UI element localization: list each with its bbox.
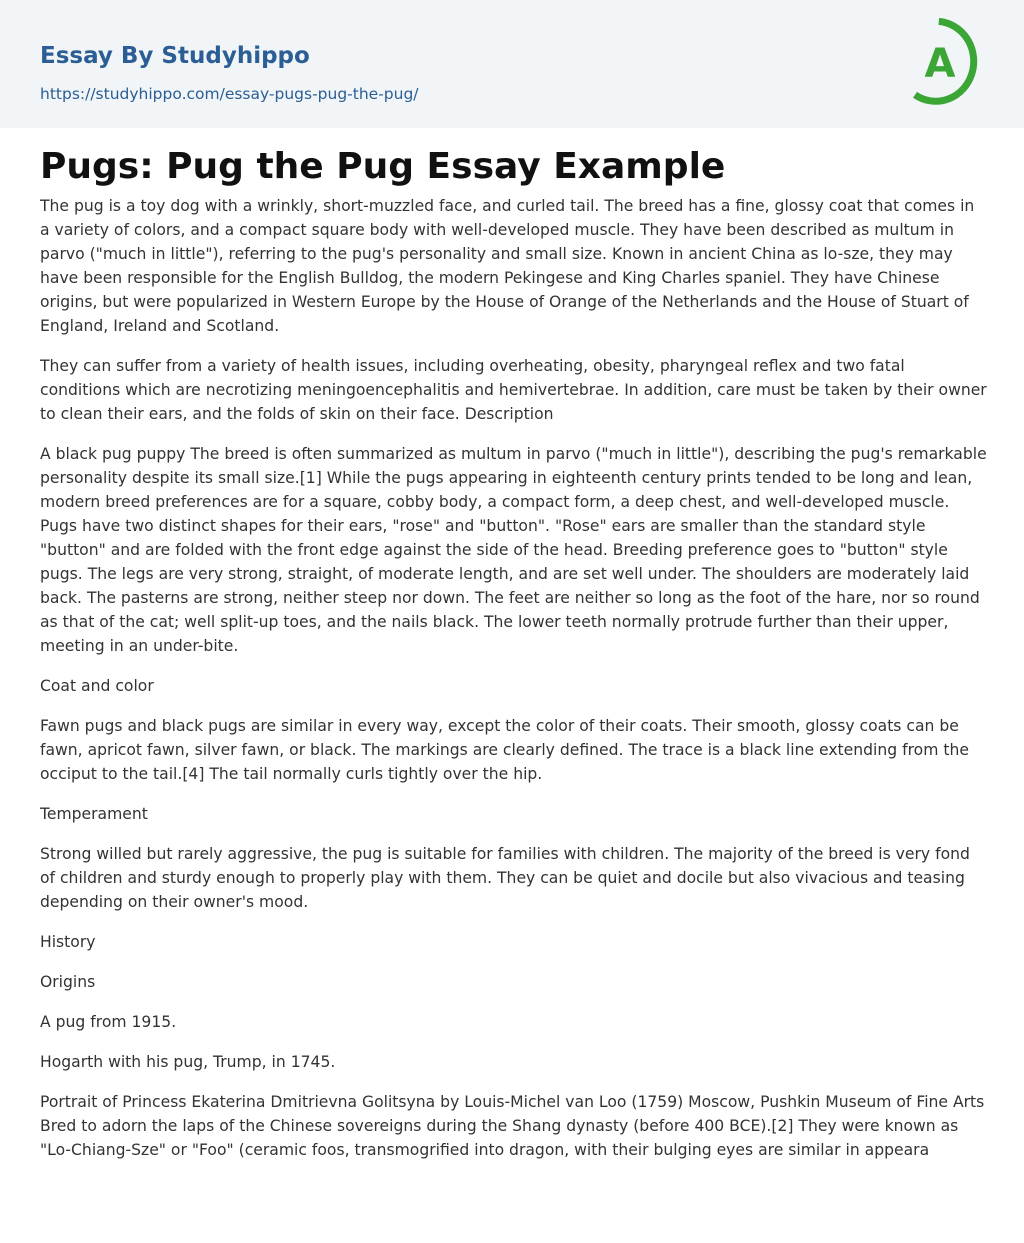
caption-hogarth: Hogarth with his pug, Trump, in 1745. [40,1053,336,1071]
caption-pug-1915: A pug from 1915. [40,1013,177,1031]
paragraph-temperament: Strong willed but rarely aggressive, the pug is suitable for families with children. The majority of the breed is very fond of children and sturdy enough to properly play with them. They can be quiet and docile but also vivacious and teasing depending on their owner's mood. [40,845,970,911]
studyhippo-logo-icon[interactable] [910,18,988,106]
section-heading-coat: Coat and color [40,677,154,695]
logo-letter: A [924,41,956,87]
section-heading-temperament: Temperament [40,805,148,823]
paragraph-health: They can suffer from a variety of health issues, including overheating, obesity, pharyngeal reflex and two fatal conditions which are necrotizing meningoencephalitis and hemivertebrae. In addition, care must be taken by their owner to clean their ears, and the folds of skin on their face. Description [40,357,987,423]
paragraph-coat: Fawn pugs and black pugs are similar in every way, except the color of their coats. Their smooth, glossy coats can be fawn, apricot fawn, silver fawn, or black. The markings are clearly defined. The trace is a black line extending from the occiput to the tail.[4] The tail normally curls tightly over the hip. [40,717,969,783]
paragraph-origins: Portrait of Princess Ekaterina Dmitrievna Golitsyna by Louis-Michel van Loo (1759) Moscow, Pushkin Museum of Fine Arts Bred to adorn the laps of the Chinese sovereigns during the Shang dynasty (before 400 BCE).[2] They were known as "Lo-Chiang-Sze" or "Foo" (ceramic foos, transmogrified into dragon, with their bulging eyes are similar in appeara [40,1093,985,1159]
site-header [0,0,1024,128]
section-heading-history: History [40,933,96,951]
page-url-link[interactable]: https://studyhippo.com/essay-pugs-pug-the-pug/ [40,85,419,103]
site-brand[interactable]: Essay By Studyhippo [40,43,310,69]
paragraph-intro: The pug is a toy dog with a wrinkly, short-muzzled face, and curled tail. The breed has a fine, glossy coat that comes in a variety of colors, and a compact square body with well-developed muscle. They have been described as multum in parvo ("much in little"), referring to the pug's personality and small size. Known in ancient China as lo-sze, they may have been responsible for the English Bulldog, the modern Pekingese and King Charles spaniel. They have Chinese origins, but were popularized in Western Europe by the House of Orange of the Netherlands and the House of Stuart of England, Ireland and Scotland. [40,197,975,335]
section-heading-origins: Origins [40,973,96,991]
essay-body [40,194,988,1178]
logo-ring-icon [910,18,988,106]
paragraph-description: A black pug puppy The breed is often summarized as multum in parvo ("much in little"), describing the pug's remarkable personality despite its small size.[1] While the pugs appearing in eighteenth century prints tended to be long and lean, modern breed preferences are for a square, cobby body, a compact form, a deep chest, and well-developed muscle. Pugs have two distinct shapes for their ears, "rose" and "button". "Rose" ears are smaller than the standard style "button" and are folded with the front edge against the side of the head. Breeding preference goes to "button" style pugs. The legs are very strong, straight, of moderate length, and are set well under. The shoulders are moderately laid back. The pasterns are strong, neither steep nor down. The feet are neither so long as the foot of the hare, nor so round as that of the cat; well split-up toes, and the nails black. The lower teeth normally protrude further than their upper, meeting in an under-bite. [40,445,987,655]
page-title: Pugs: Pug the Pug Essay Example [40,146,726,187]
